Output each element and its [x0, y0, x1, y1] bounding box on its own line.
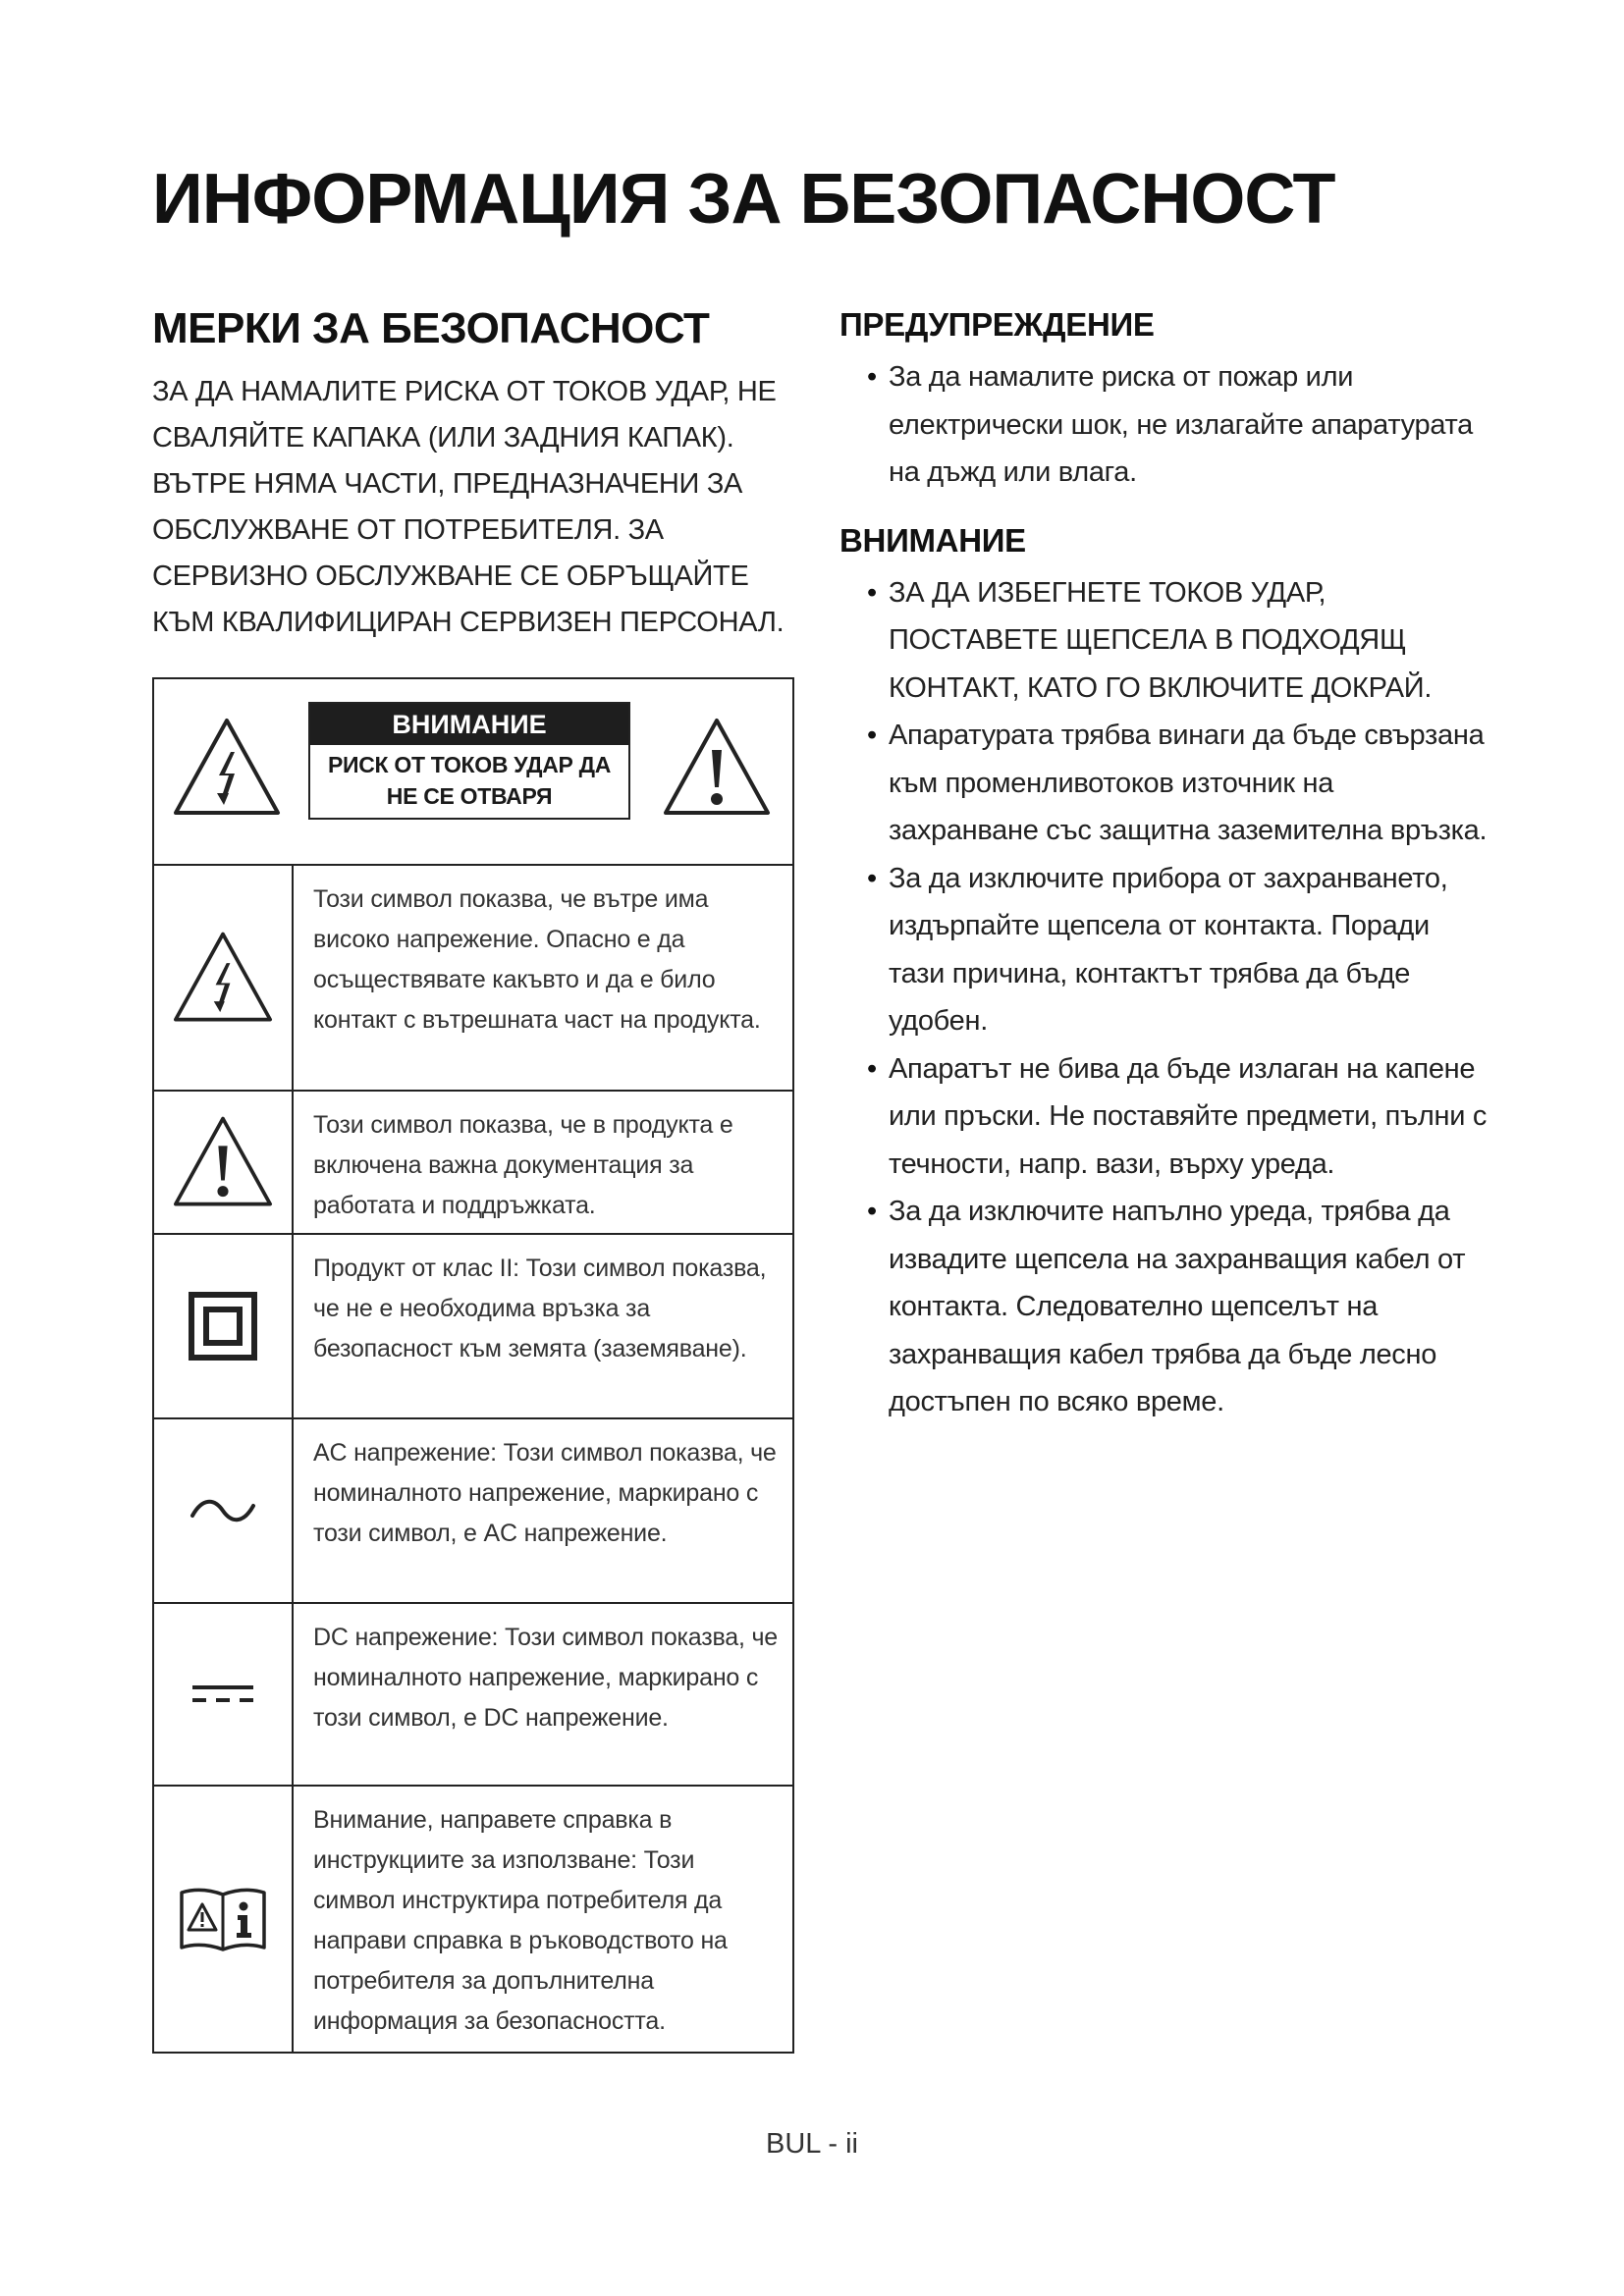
warning-label	[154, 679, 792, 866]
symbol-description: Този символ показва, че в продукта е включена важна документация за работата и поддръжката.	[313, 1111, 733, 1219]
symbol-description: Този символ показва, че вътре има високо напрежение. Опасно е да осъществявате какъвто и да е било контакт с вътрешната част на продукта.	[313, 885, 761, 1034]
lightning-triangle-icon	[170, 715, 284, 826]
caution-list	[839, 569, 1488, 1426]
safety-intro: ЗА ДА НАМАЛИТЕ РИСКА ОТ ТОКОВ УДАР, НЕ СВАЛЯЙТЕ КАПАКА (ИЛИ ЗАДНИЯ КАПАК). ВЪТРЕ НЯМА ЧАСТИ, ПРЕДНАЗНАЧЕНИ ЗА ОБСЛУЖВАНЕ ОТ ПОТРЕБИТЕЛЯ. ЗА СЕРВИЗНО ОБСЛУЖВАНЕ СЕ ОБРЪЩАЙТЕ КЪМ КВАЛИФИЦИРАН СЕРВИЗЕН ПЕРСОНАЛ.	[152, 376, 785, 638]
safety-title: МЕРКИ ЗА БЕЗОПАСНОСТ	[152, 304, 710, 352]
safety-section	[152, 304, 800, 646]
warning-box-heading: ВНИМАНИЕ	[310, 704, 628, 745]
symbol-table	[152, 677, 794, 2054]
symbol-row	[154, 866, 792, 1092]
symbol-description: DC напрежение: Този символ показва, че номиналното напрежение, маркирано с този символ, е DC напрежение.	[313, 1624, 779, 1732]
exclamation-triangle-icon	[660, 715, 774, 826]
symbol-row	[154, 1787, 792, 2052]
page-number: BUL - ii	[766, 2128, 858, 2160]
list-item: • За да изключите напълно уреда, трябва да извадите щепсела на захранващия кабел от контакта. Следователно щепселът на захранващия кабел трябва да бъде лесно достъпен по всяко време.	[889, 1188, 1488, 1426]
warning-box-text: РИСК ОТ ТОКОВ УДАР ДА НЕ СЕ ОТВАРЯ	[327, 752, 612, 809]
caution-title: ВНИМАНИЕ	[839, 521, 1026, 559]
ac-wave-icon	[154, 1419, 294, 1602]
symbol-row	[154, 1604, 792, 1787]
dc-line-icon	[154, 1604, 294, 1785]
list-item: • Апаратът не бива да бъде излаган на капене или пръски. Не поставяйте предмети, пълни с течности, напр. вази, върху уреда.	[889, 1045, 1488, 1189]
symbol-description: Продукт от клас II: Този символ показва, че не е необходима връзка за безопасност към земята (заземяване).	[313, 1255, 767, 1362]
page-title: ИНФОРМАЦИЯ ЗА БЕЗОПАСНОСТ	[152, 160, 1335, 239]
symbol-row	[154, 1419, 792, 1604]
exclamation-triangle-icon	[154, 1092, 294, 1233]
manual-info-icon	[154, 1787, 294, 2052]
symbol-row	[154, 1092, 792, 1235]
warning-list	[839, 353, 1488, 497]
lightning-triangle-icon	[154, 866, 294, 1090]
symbol-description: Внимание, направете справка в инструкциите за използване: Този символ инструктира потребителя да направи справка в ръководството на потребителя за допълнителна информация за безопасността.	[313, 1806, 728, 2035]
warnings-column	[839, 306, 1488, 1452]
list-item: • Апаратурата трябва винаги да бъде свързана към променливотоков източник на захранване със защитна заземителна връзка.	[889, 712, 1488, 855]
warning-box	[308, 702, 630, 820]
double-square-icon	[154, 1235, 294, 1417]
symbol-description: AC напрежение: Този символ показва, че номиналното напрежение, маркирано с този символ, е AC напрежение.	[313, 1439, 777, 1547]
list-item: • За да намалите риска от пожар или електрически шок, не излагайте апаратурата на дъжд или влага.	[889, 353, 1488, 497]
list-item: • ЗА ДА ИЗБЕГНЕТЕ ТОКОВ УДАР, ПОСТАВЕТЕ ЩЕПСЕЛА В ПОДХОДЯЩ КОНТАКТ, КАТО ГО ВКЛЮЧИТЕ ДОКРАЙ.	[889, 569, 1488, 713]
warning-title: ПРЕДУПРЕЖДЕНИЕ	[839, 306, 1155, 343]
symbol-row	[154, 1235, 792, 1419]
list-item: • За да изключите прибора от захранването, издърпайте щепсела от контакта. Поради тази причина, контактът трябва да бъде удобен.	[889, 855, 1488, 1045]
